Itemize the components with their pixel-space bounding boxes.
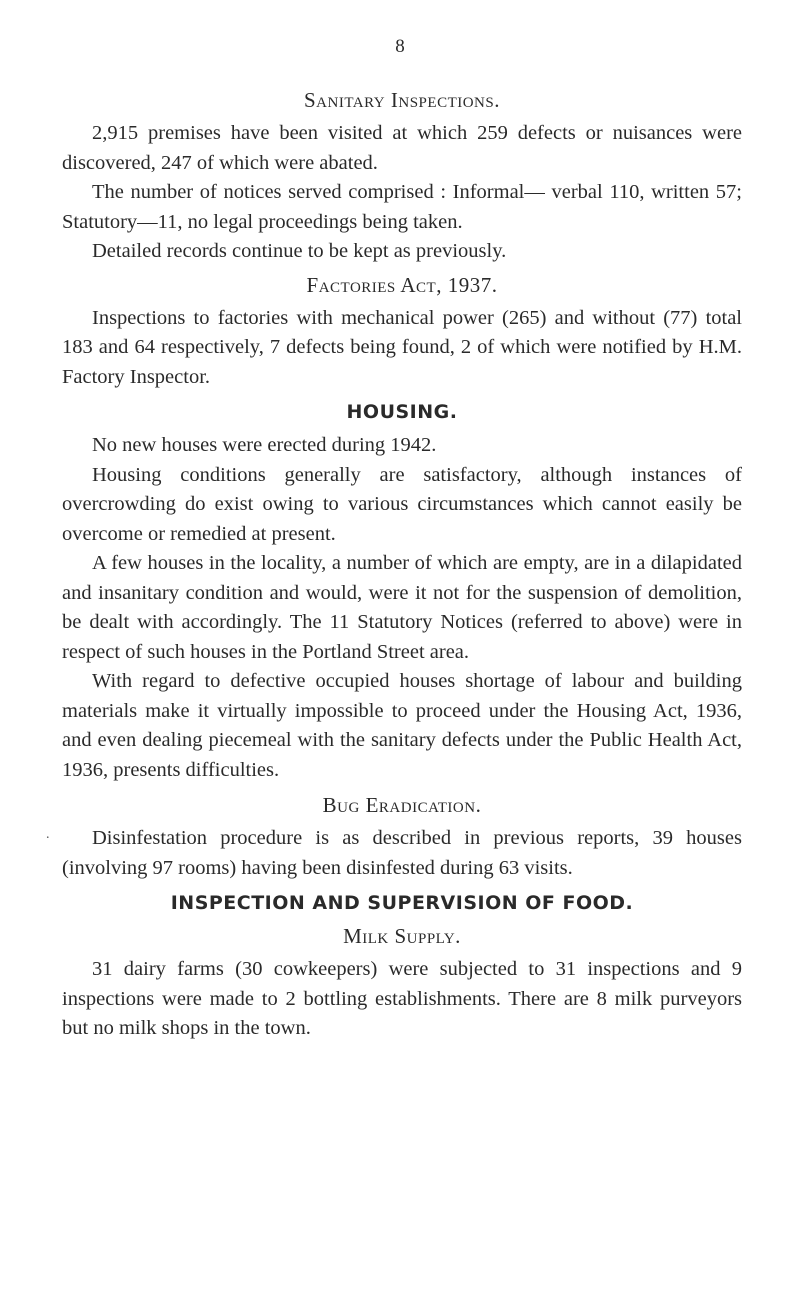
heading-milk-supply: Milk Supply. (343, 924, 461, 948)
paragraph-housing-4: With regard to defective occupied houses shortage of labour and building materials make it virtually impossible to proceed under the Housing Act, 1936, and even dealing piecemeal with the sanitary defects under the Public Health Act, 1936, presents difficulties. (62, 670, 742, 781)
page-number: 8 (395, 36, 405, 57)
page-content (62, 82, 742, 1044)
paragraph-factories-1: Inspections to factories with mechanical power (265) and without (77) total 183 and 64 respectively, 7 defects being found, 2 of which were notified by H.M. Factory Inspector. (62, 306, 742, 388)
heading-sanitary-inspections: Sanitary Inspections. (304, 88, 500, 112)
paragraph-sanitary-3: Detailed records continue to be kept as previously. (92, 240, 507, 262)
paragraph-sanitary-1: 2,915 premises have been visited at which 259 defects or nuisances were discovered, 247 of which were abated. (62, 122, 742, 174)
heading-factories-act: Factories Act, 1937. (306, 272, 498, 297)
heading-housing: HOUSING. (346, 401, 458, 423)
paragraph-housing-1: No new houses were erected during 1942. (92, 434, 437, 456)
paragraph-bug-1: Disinfestation procedure is as described in previous reports, 39 houses (involving 97 rooms) having been disinfested during 63 visits. (62, 827, 742, 879)
paragraph-milk-1: 31 dairy farms (30 cowkeepers) were subjected to 31 inspections and 9 inspections were made to 2 bottling establishments. There are 8 milk purveyors but no milk shops in the town. (62, 958, 742, 1039)
paragraph-sanitary-2: The number of notices served comprised : Informal— verbal 110, written 57; Statutory—11, no legal proceedings being taken. (62, 181, 742, 233)
heading-food-inspection: INSPECTION AND SUPERVISION OF FOOD. (170, 892, 634, 914)
paragraph-housing-3: A few houses in the locality, a number of which are empty, are in a dilapidated and insanitary condition and would, were it not for the suspension of demolition, be dealt with accordingly. The 11 Statutory Notices (referred to above) were in respect of such houses in the Portland Street area. (62, 552, 742, 663)
heading-bug-eradication: Bug Eradication. (322, 793, 482, 817)
paragraph-housing-2: Housing conditions generally are satisfactory, although instances of overcrowding do exist owing to various circumstances which cannot easily be overcome or remedied at present. (62, 463, 742, 545)
margin-mark: . (46, 827, 50, 842)
